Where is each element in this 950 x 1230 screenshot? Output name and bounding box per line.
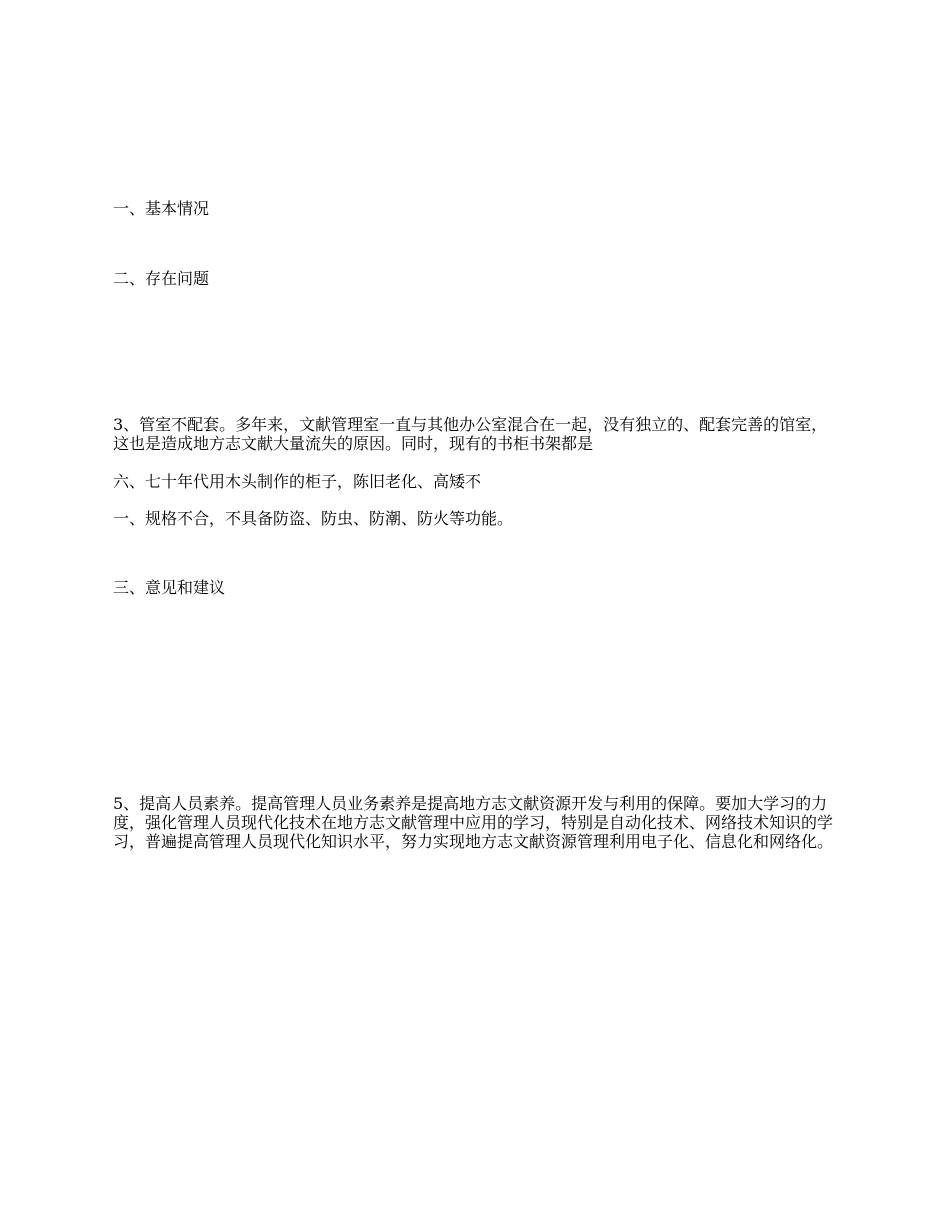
- section-heading-existing-problems: 二、存在问题: [113, 269, 210, 288]
- section-heading-basic-situation: 一、基本情况: [113, 199, 210, 218]
- paragraph-continuation-2: 一、规格不合，不具备防盗、防虫、防潮、防火等功能。: [113, 509, 514, 528]
- paragraph-continuation-1: 六、七十年代用木头制作的柜子，陈旧老化、高矮不: [113, 472, 482, 491]
- paragraph-item-3: 3、管室不配套。多年来，文献管理室一直与其他办公室混合在一起，没有独立的、配套完善的馆室，这也是造成地方志文献大量流失的原因。同时，现有的书柜书架都是: [113, 415, 828, 453]
- paragraph-item-5: 5、提高人员素养。提高管理人员业务素养是提高地方志文献资源开发与利用的保障。要加大学习的力度，强化管理人员现代化技术在地方志文献管理中应用的学习，特别是自动化技术、网络技术知识的学习，普遍提高管理人员现代化知识水平，努力实现地方志文献资源管理利用电子化、信息化和网络化。: [113, 794, 834, 851]
- section-heading-suggestions: 三、意见和建议: [113, 578, 226, 597]
